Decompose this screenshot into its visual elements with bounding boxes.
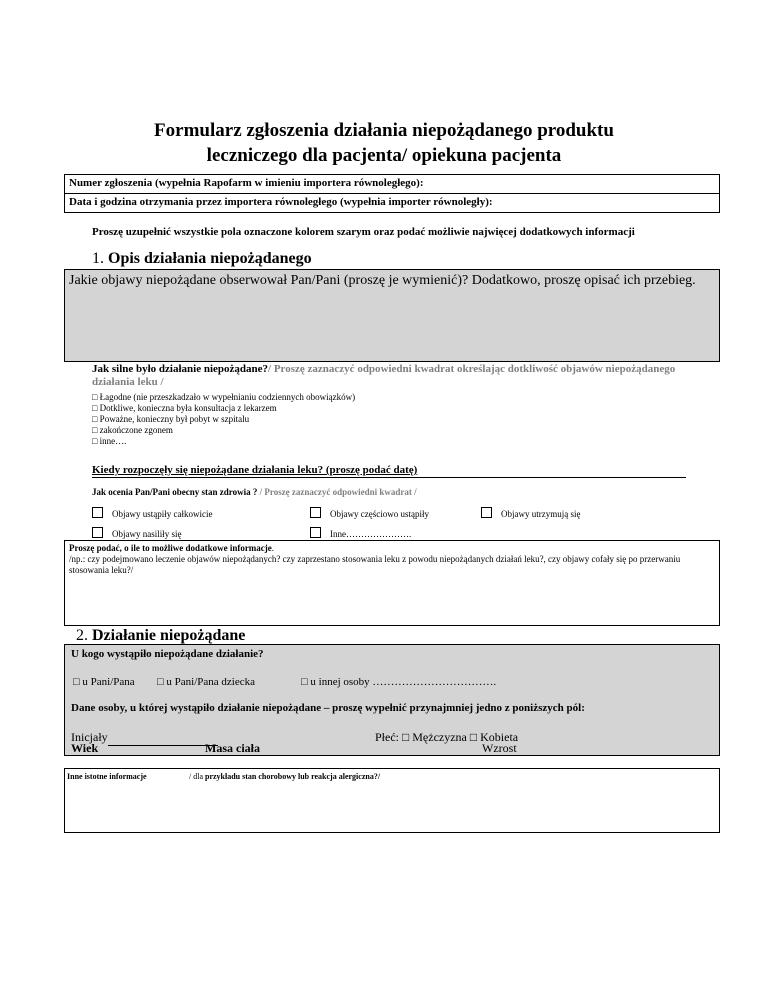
health-option-partly-resolved[interactable] <box>310 507 429 520</box>
health-option-worsened[interactable] <box>92 527 182 540</box>
who-question: U kogo wystąpiło niepożądane działanie? <box>71 648 264 660</box>
initials-label: Inicjały <box>71 730 108 744</box>
symptoms-description-field[interactable] <box>64 269 720 362</box>
height-label[interactable]: Wzrost <box>482 741 517 755</box>
section2-title: Działanie niepożądane <box>92 627 246 644</box>
additional-info-field[interactable]: Proszę podać, o ile to możliwe dodatkowe informacje. /np.: czy podejmowano leczenie objawów niepożądanych? czy zaprzestano stosowania leku z powodu niepożądanych działań leku?, czy objawy cofały się po przerwaniu stosowania leku?/ <box>64 540 720 626</box>
health-question <box>92 487 417 498</box>
onset-date-question: Kiedy rozpoczęły się niepożądane działania leku? (proszę podać datę) <box>92 464 418 476</box>
health-option-label: Objawy utrzymują się <box>501 509 581 519</box>
onset-date-field[interactable] <box>92 464 686 478</box>
form-instructions: Proszę uzupełnić wszystkie pola oznaczone kolorem szarym oraz podać możliwie najwięcej dodatkowych informacji <box>92 226 635 238</box>
health-option-label: Objawy nasiliły się <box>112 529 182 539</box>
checkbox-icon[interactable] <box>92 527 103 538</box>
age-label[interactable]: Wiek <box>71 741 99 755</box>
who-option-child[interactable]: □ u Pani/Pana dziecka <box>157 676 255 688</box>
severity-hint: / Proszę zaznaczyć odpowiedni kwadrat określając dotkliwość objawów niepożądanego działania leku / <box>92 363 676 388</box>
symptoms-prompt: Jakie objawy niepożądane obserwował Pan/Pani (proszę je wymienić)? Dodatkowo, proszę opisać ich przebieg. <box>69 273 696 288</box>
health-option-other[interactable] <box>310 527 411 540</box>
other-info-hint <box>189 772 380 781</box>
other-info-hint-text: przykładu stan chorobowy lub reakcja alergiczna?/ <box>205 772 381 781</box>
severity-option-other[interactable]: □ inne…. <box>92 436 127 446</box>
severity-option-mild[interactable]: □ Łagodne (nie przeszkadzało w wypełnianiu codziennych obowiązków) <box>92 392 356 402</box>
health-option-ongoing[interactable] <box>481 507 580 520</box>
health-option-label: Objawy częściowo ustąpiły <box>330 509 429 519</box>
additional-info-title: Proszę podać, o ile to możliwe dodatkowe informacje <box>69 543 272 553</box>
section1-heading <box>92 250 312 268</box>
severity-question <box>92 363 712 389</box>
sex-field[interactable]: Płeć: □ Mężczyzna □ Kobieta <box>375 730 519 744</box>
report-header-table <box>64 174 720 213</box>
form-title-line2: leczniczego dla pacjenta/ opiekuna pacjenta <box>206 145 562 166</box>
severity-option-serious[interactable]: □ Poważne, konieczny był pobyt w szpitalu <box>92 414 250 424</box>
health-hint: / Proszę zaznaczyć odpowiedni kwadrat / <box>259 487 417 497</box>
received-date-field[interactable]: Data i godzina otrzymania przez importera równoległego (wypełnia importer równoległy): <box>65 193 719 212</box>
health-option-label: Inne…………………. <box>330 529 412 539</box>
checkbox-icon[interactable] <box>310 527 321 538</box>
health-question-text: Jak ocenia Pan/Pani obecny stan zdrowia ? <box>92 487 258 497</box>
section2-number: 2. <box>76 627 88 644</box>
other-info-label: Inne istotne informacje <box>67 772 147 781</box>
age-weight-height-row <box>71 742 575 756</box>
who-option-self[interactable]: □ u Pani/Pana <box>73 676 135 688</box>
severity-options <box>92 392 355 447</box>
who-option-other[interactable]: □ u innej osoby ……………………………. <box>301 676 497 688</box>
weight-label[interactable]: Masa ciała <box>205 741 260 755</box>
additional-info-hint: /np.: czy podejmowano leczenie objawów niepożądanych? czy zaprzestano stosowania leku z powodu niepożądanych działań leku?, czy objawy cofały się po przerwaniu stosowania leku?/ <box>69 554 681 575</box>
section1-title: Opis działania niepożądanego <box>108 250 312 267</box>
report-number-field[interactable]: Numer zgłoszenia (wypełnia Rapofarm w imieniu importera równoległego): <box>69 177 424 189</box>
other-info-field[interactable] <box>64 768 720 833</box>
severity-option-severe[interactable]: □ Dotkliwe, konieczna była konsultacja z lekarzem <box>92 403 277 413</box>
checkbox-icon[interactable] <box>481 507 492 518</box>
section2-heading <box>76 627 245 645</box>
severity-option-fatal[interactable]: □ zakończone zgonem <box>92 425 173 435</box>
checkbox-icon[interactable] <box>92 507 103 518</box>
checkbox-icon[interactable] <box>310 507 321 518</box>
severity-question-text: Jak silne było działanie niepożądane? <box>92 363 269 375</box>
form-title-line1: Formularz zgłoszenia działania niepożądanego produktu <box>154 120 614 141</box>
form-title <box>0 118 768 168</box>
affected-person-box <box>64 644 720 756</box>
health-option-label: Objawy ustąpiły całkowicie <box>112 509 213 519</box>
health-option-resolved[interactable] <box>92 507 212 520</box>
other-info-hint-prefix: / dla <box>189 772 203 781</box>
person-data-instructions: Dane osoby, u której wystąpiło działanie niepożądane – proszę wypełnić przynajmniej jedno z poniższych pól: <box>71 702 585 714</box>
section1-number: 1. <box>92 250 104 267</box>
